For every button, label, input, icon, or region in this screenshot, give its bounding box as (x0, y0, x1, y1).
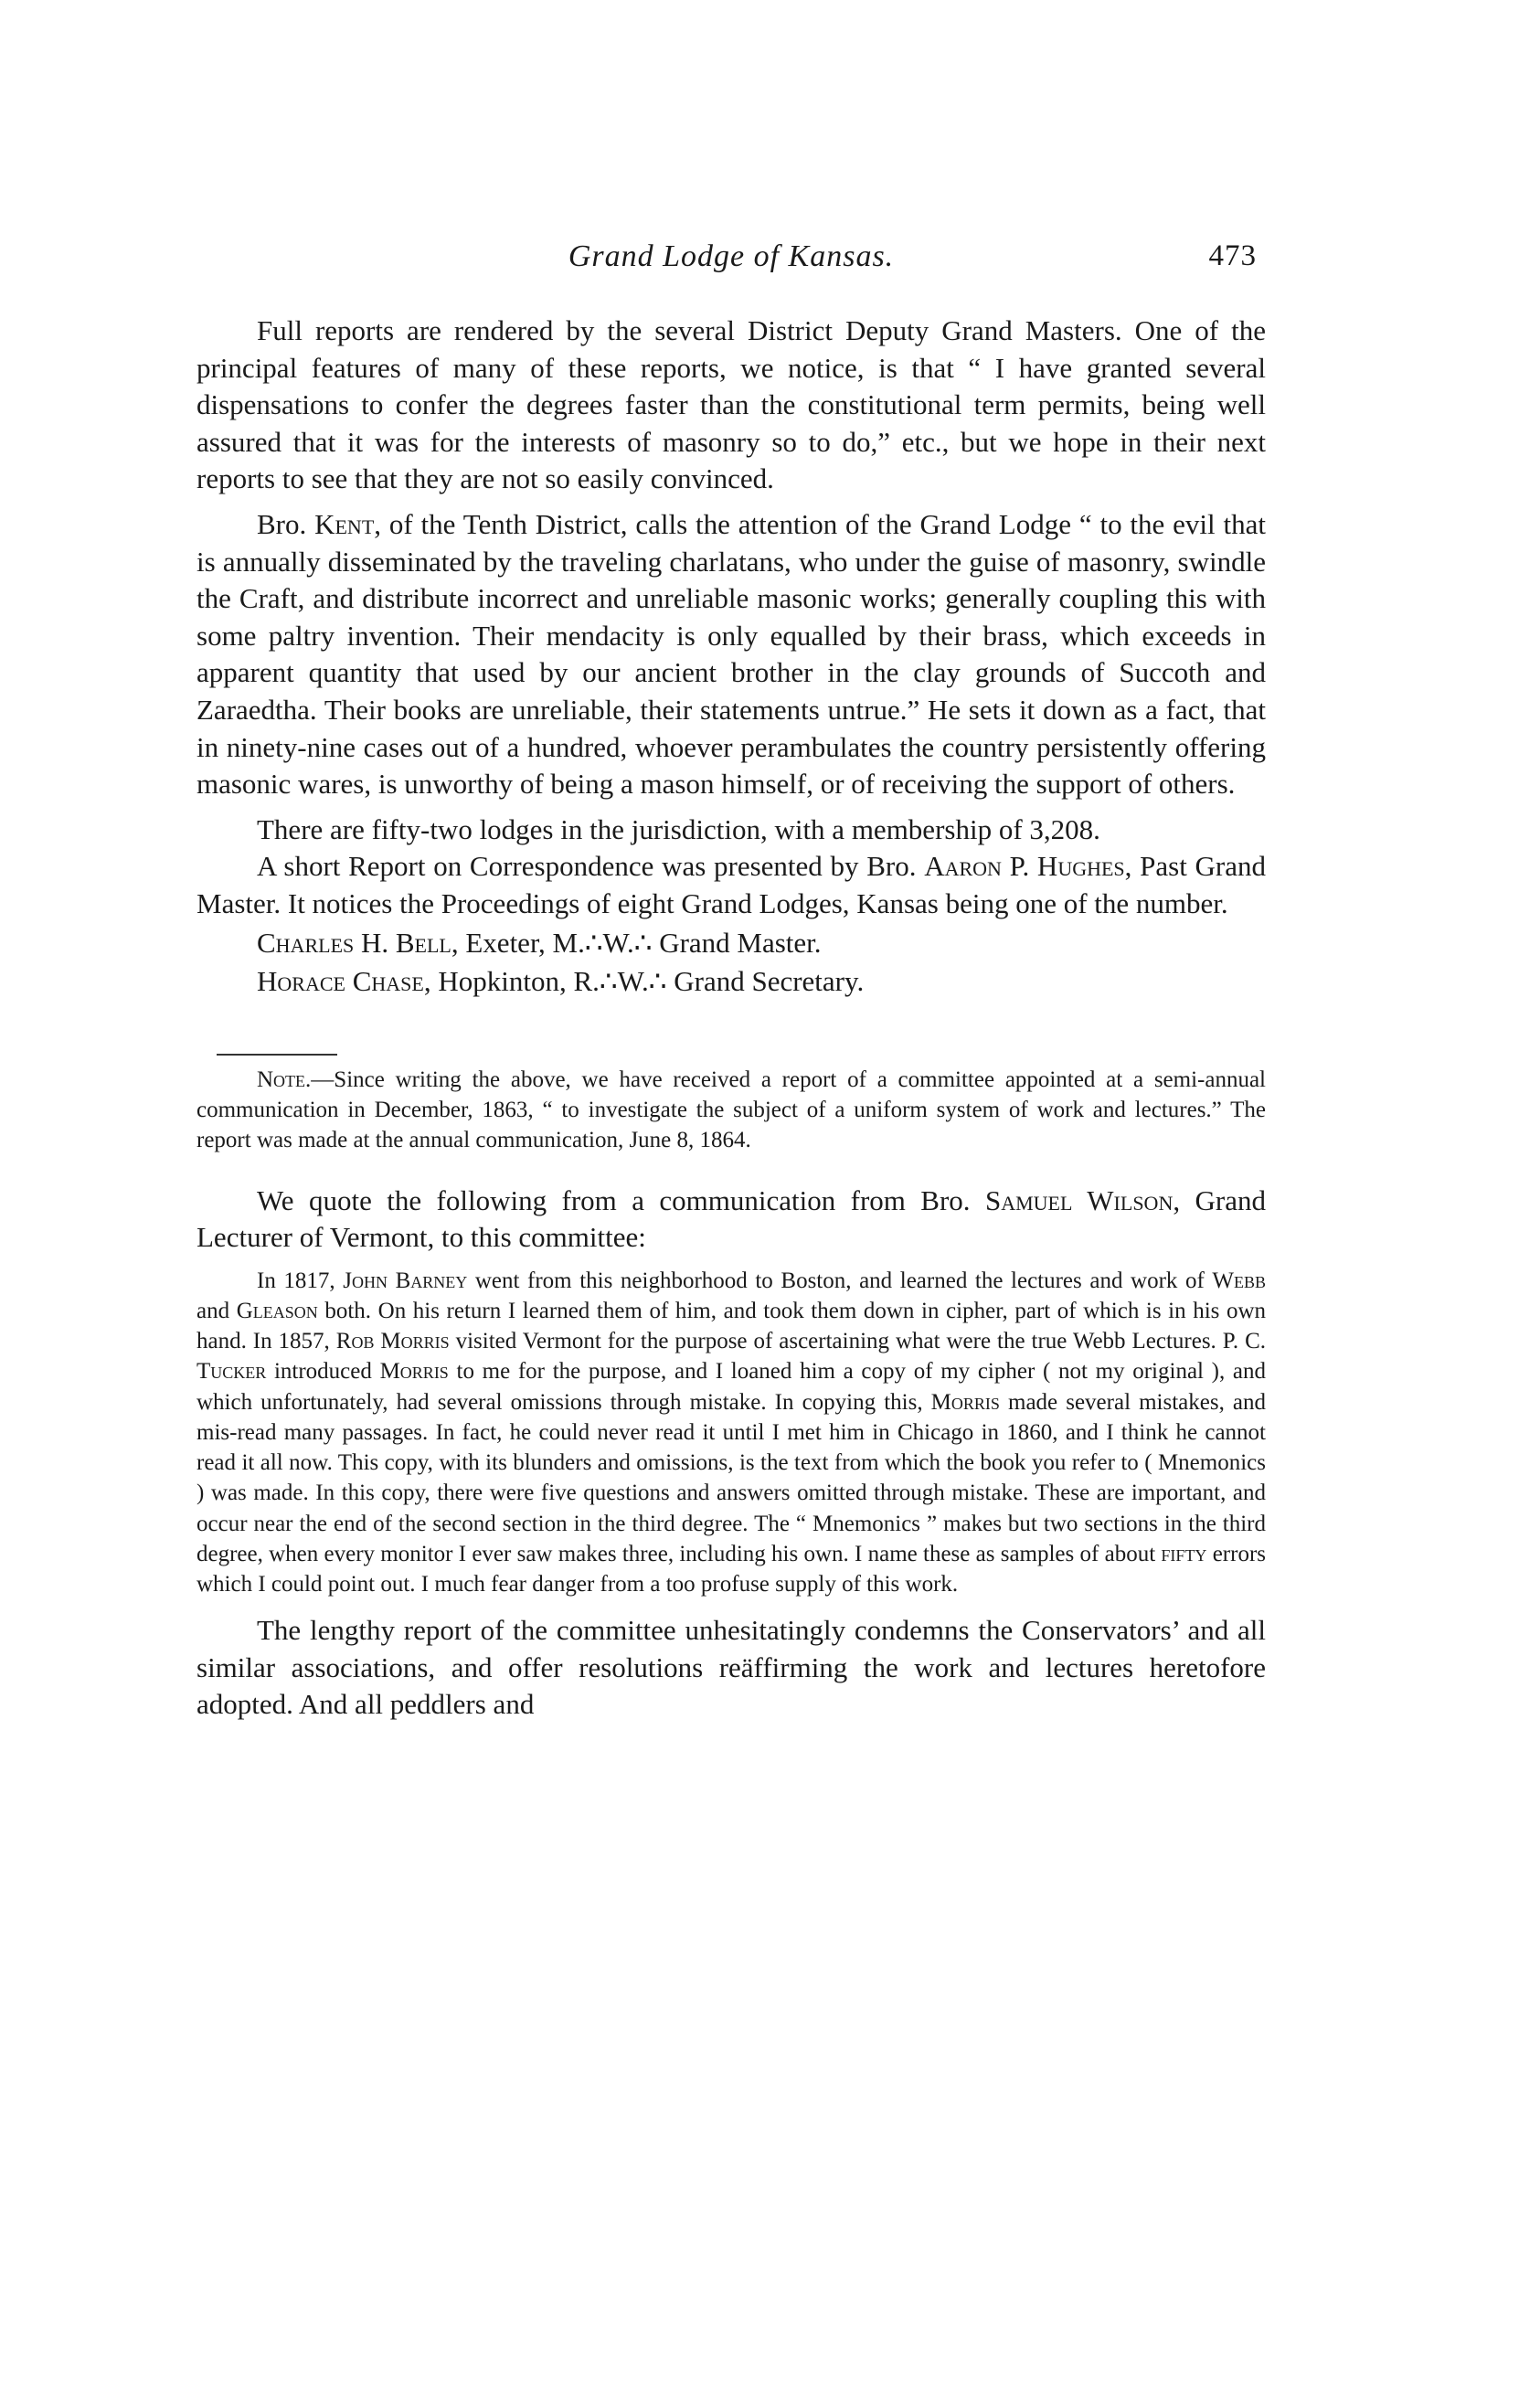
text-span: , Exeter, M.∴W.∴ Grand Master. (451, 926, 822, 959)
quote-text (196, 1266, 1266, 1599)
person-name: Rob Morris (335, 1329, 450, 1354)
text-span: both. On his return I learned them of him, and took them down in cipher, part of which is in his own hand. In 1857, (196, 1299, 1267, 1354)
footnote-rule (217, 1054, 337, 1056)
text-span: A short Report on Correspondence was presented by Bro. (257, 850, 917, 883)
text-span: , Hopkinton, R.∴W.∴ Grand Secretary. (423, 965, 865, 998)
text-span: , Past Grand Master. It notices the Proceedings of eight Grand Lodges, Kansas being one of the number. (196, 850, 1267, 919)
text-span: went from this neighborhood to Boston, and learned the lectures and work of (474, 1268, 1205, 1293)
text-span: made several mistakes, and mis-read many passages. In fact, he could never read it until I met him in Chicago in 1860, and I think he cannot read it all now. This copy, with its blunders and omissions, is the text from which the book you refer to ( Mnemonics ) was made. In this copy, there were five questions and answers omitted through mistake. These are important, and occur near the end of the second section in the third degree. The “ Mnemonics ” makes but two sections in the third degree, when every monitor I ever saw makes three, including his own. I name these as samples of about (196, 1389, 1267, 1566)
text-span: In 1817, (257, 1268, 335, 1293)
person-name: Tucker (196, 1359, 267, 1385)
page-body (196, 313, 1266, 1724)
page-header (196, 239, 1266, 285)
text-span: visited Vermont for the purpose of ascertaining what were the true Webb Lectures. P. C. (455, 1329, 1267, 1354)
emphasis-word: fifty (1161, 1541, 1207, 1566)
person-name: Aaron P. Hughes (924, 850, 1125, 883)
person-name: Horace Chase (257, 965, 424, 998)
text-span: introduced (273, 1359, 372, 1385)
paragraph-committee-report: The lengthy report of the committee unhesitatingly condemns the Conservators’ and all similar associations, and offer resolutions reäffirming the work and lectures heretofore adopted. And all peddlers and (196, 1614, 1266, 1721)
person-name: Samuel Wilson (984, 1183, 1174, 1216)
person-name: Charles H. Bell (257, 926, 451, 959)
text-span: We quote the following from a communication from Bro. (257, 1183, 971, 1216)
footnote-text (196, 1065, 1266, 1155)
note-label: Note. (257, 1067, 312, 1092)
signature-grand-secretary (196, 963, 1266, 1001)
text-span: to me for the purpose, and I loaned him a copy of my cipher ( not my original ), and which unfortunately, had several omissions through mistake. In copying this, (196, 1359, 1267, 1415)
paragraph-lodge-count: There are fifty-two lodges in the jurisdiction, with a membership of 3,208. (257, 812, 1100, 845)
text-span: errors which I could point out. I much fear danger from a too profuse supply of this work. (196, 1541, 1267, 1597)
person-name: Gleason (236, 1299, 318, 1324)
text-span: Bro. (257, 507, 307, 540)
text-span: —Since writing the above, we have received a report of a committee appointed at a semi-annual communication in December, 1863, “ to investigate the subject of a uniform system of work and lectures.” The report was made at the annual communication, June 8, 1864. (196, 1067, 1266, 1152)
footnote (196, 1065, 1266, 1155)
text-span: , of the Tenth District, calls the attention of the Grand Lodge “ to the evil that is annually disseminated by the traveling charlatans, who under the guise of masonry, swindle the Craft, and distribute incorrect and unreliable masonic works; generally coupling this with some paltry invention. Their mendacity is only equalled by their brass, which exceeds in apparent quantity that used by our ancient brother in the clay grounds of Succoth and Zaraedtha. Their books are unreliable, their statements untrue.” He sets it down as a fact, that in ninety-nine cases out of a hundred, whoever perambulates the country persistently offering masonic wares, is unworthy of being a mason himself, or of receiving the support of others. (196, 507, 1266, 801)
running-title: Grand Lodge of Kansas. (568, 239, 895, 273)
person-name: John Barney (343, 1268, 468, 1293)
text-span: , Grand Lecturer of Vermont, to this committee: (196, 1183, 1266, 1254)
text-span: and (196, 1299, 230, 1324)
person-name: Morris (930, 1389, 1000, 1415)
paragraph-bro-kent (196, 506, 1266, 803)
paragraph-district-reports: Full reports are rendered by the several District Deputy Grand Masters. One of the principal features of many of these reports, we notice, is that “ I have granted several dispensations to confer the degrees faster than the constitutional term permits, being well assured that it was for the interests of masonry so to do,” etc., but we hope in their next reports to see that they are not so easily convinced. (196, 314, 1266, 495)
page-number: 473 (1208, 239, 1257, 272)
block-quote (196, 1266, 1266, 1599)
paragraph-quote-intro (196, 1183, 1266, 1257)
signature-grand-master (196, 925, 1266, 962)
person-name: Webb (1212, 1268, 1267, 1293)
person-name: Morris (379, 1359, 449, 1385)
person-name: Kent (314, 507, 375, 540)
paragraph-correspondence (196, 848, 1266, 922)
